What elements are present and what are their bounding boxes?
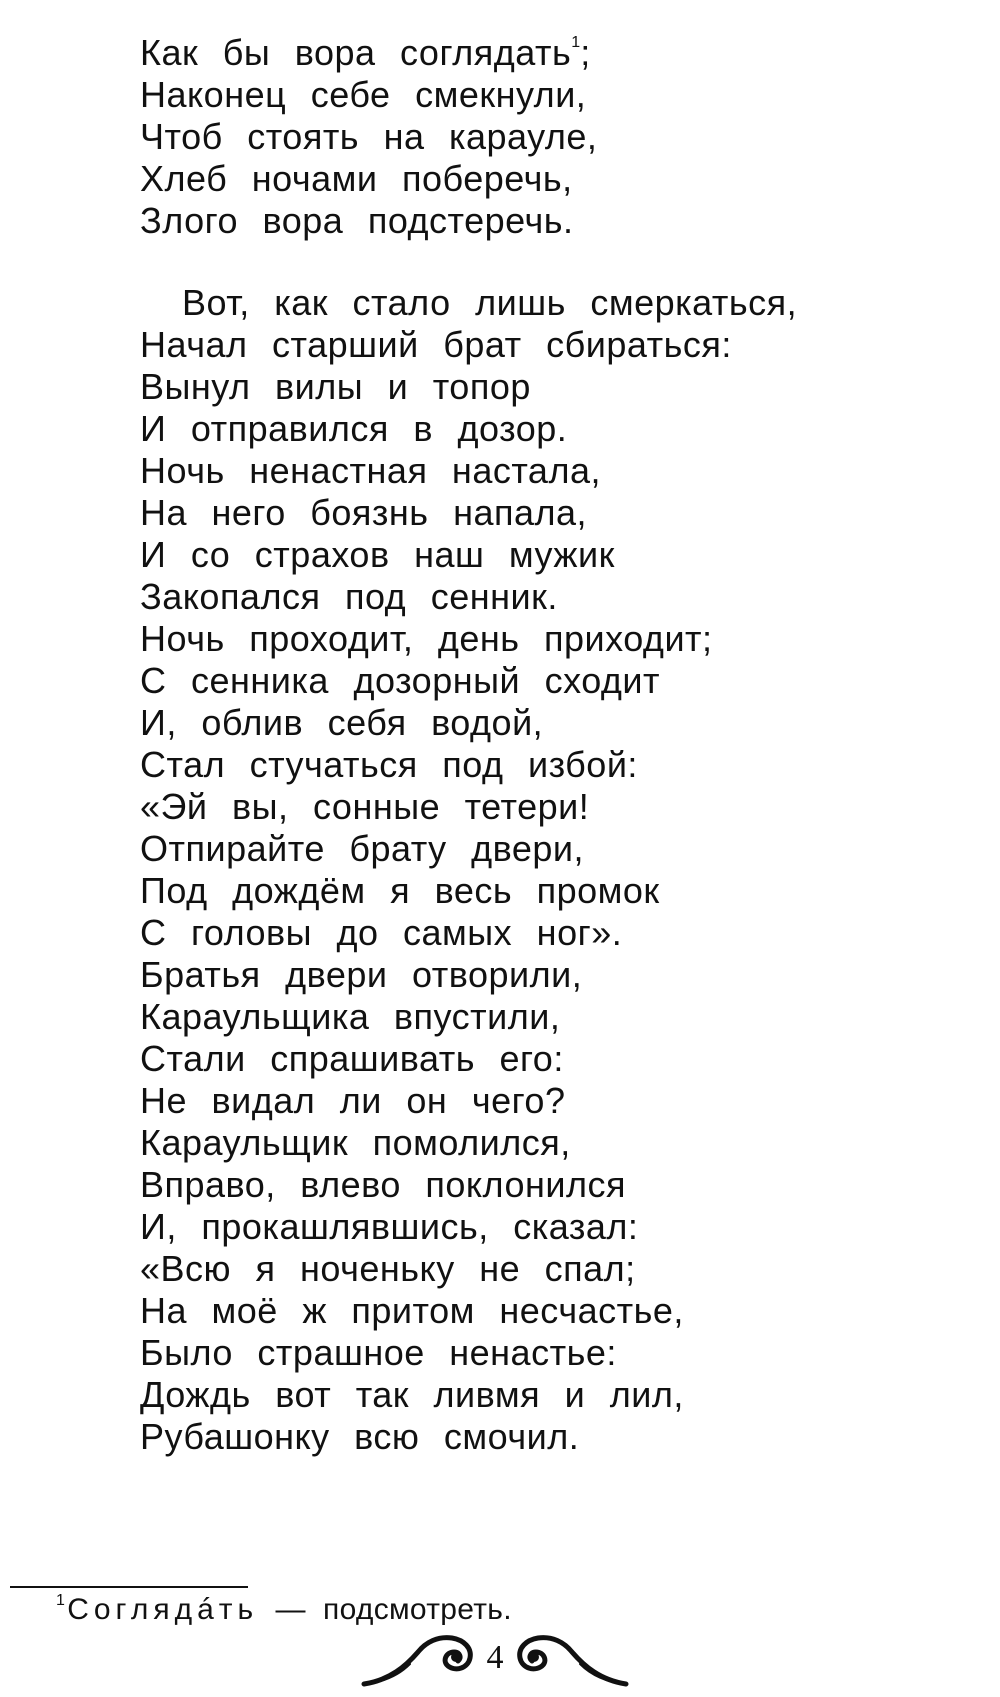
footnote [56, 1590, 512, 1630]
poem-line: Вот, как стало лишь смеркаться, [182, 282, 798, 323]
footnote-dash: — [275, 1593, 306, 1626]
poem-line: Ночь ненастная настала, [140, 450, 601, 491]
poem-line: Начал старший брат сбираться: [140, 324, 732, 365]
poem-line: Хлеб ночами поберечь, [140, 158, 573, 199]
poem-line: Отпирайте брату двери, [140, 828, 584, 869]
poem-line: Караульщика впустили, [140, 996, 561, 1037]
poem-line: С головы до самых ног». [140, 912, 623, 953]
swirl-right-icon [510, 1630, 630, 1690]
poem-line: Под дождём я весь промок [140, 870, 660, 911]
poem-line: «Эй вы, сонные тетери! [140, 786, 590, 827]
poem-line: «Всю я ноченьку не спал; [140, 1248, 636, 1289]
page-number-block [360, 1630, 630, 1690]
footnote-number: 1 [56, 1592, 66, 1609]
poem-line-text: Как бы вора соглядать [140, 32, 572, 73]
footnote-marker: 1 [571, 34, 581, 51]
poem-line: На него боязнь напала, [140, 492, 588, 533]
page-number: 4 [486, 1639, 504, 1676]
poem-line: Караульщик помолился, [140, 1122, 571, 1163]
poem-line: Наконец себе смекнули, [140, 74, 587, 115]
poem-line: Вправо, влево поклонился [140, 1164, 626, 1205]
poem-line: Чтоб стоять на карауле, [140, 116, 598, 157]
poem-line: Ночь проходит, день приходит; [140, 618, 713, 659]
swirl-left-icon [360, 1630, 480, 1690]
footnote-separator [10, 1586, 248, 1588]
poem-line: Рубашонку всю смочил. [140, 1416, 580, 1457]
poem-line [140, 30, 591, 76]
poem-line: И отправился в дозор. [140, 408, 568, 449]
footnote-definition: подсмотреть. [323, 1593, 512, 1626]
poem-line: Закопался под сенник. [140, 576, 558, 617]
poem-line: И, облив себя водой, [140, 702, 544, 743]
footnote-term: Соглядáть [67, 1593, 259, 1626]
poem-line: С сенника дозорный сходит [140, 660, 661, 701]
poem-line: И со страхов наш мужик [140, 534, 615, 575]
poem-line: И, прокашлявшись, сказал: [140, 1206, 639, 1247]
poem-line: Стали спрашивать его: [140, 1038, 564, 1079]
poem-line: Стал стучаться под избой: [140, 744, 638, 785]
poem-line: На моё ж притом несчастье, [140, 1290, 684, 1331]
poem-line: Злого вора подстеречь. [140, 200, 574, 241]
poem-line: Вынул вилы и топор [140, 366, 531, 407]
poem-line-punctuation: ; [580, 32, 591, 73]
poem-line: Не видал ли он чего? [140, 1080, 566, 1121]
poem-line: Братья двери отворили, [140, 954, 583, 995]
poem-line: Было страшное ненастье: [140, 1332, 617, 1373]
poem-line: Дождь вот так ливмя и лил, [140, 1374, 684, 1415]
